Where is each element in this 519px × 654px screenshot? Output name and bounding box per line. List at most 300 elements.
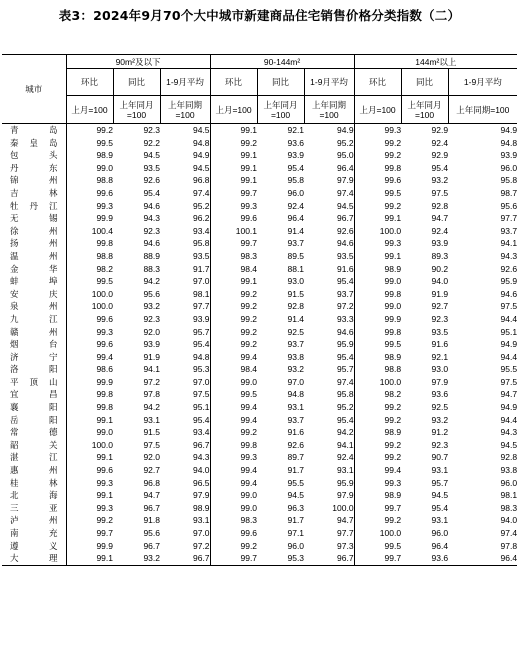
table-row — [2, 489, 517, 502]
index-value-cell: 96.7 — [143, 540, 160, 551]
table-row — [2, 552, 517, 565]
index-value-cell: 99.2 — [354, 439, 401, 452]
index-value-cell: 98.1 — [500, 490, 518, 501]
index-value-cell: 99.1 — [354, 250, 401, 263]
index-value-cell: 94.4 — [500, 313, 518, 324]
index-value-cell: 98.4 — [210, 263, 257, 276]
index-value-cell: 95.2 — [192, 200, 210, 211]
index-value-cell: 99.1 — [66, 451, 113, 464]
index-value-cell: 97.0 — [192, 528, 210, 538]
index-value-cell: 99.1 — [66, 414, 113, 427]
index-value-cell: 95.6 — [500, 200, 518, 211]
index-value-cell: 99.1 — [66, 489, 113, 502]
index-value-cell: 91.9 — [143, 351, 160, 362]
index-value-cell: 99.6 — [66, 338, 113, 351]
index-value-cell: 99.5 — [354, 540, 401, 553]
index-value-cell: 92.3 — [143, 225, 160, 236]
index-value-cell: 99.1 — [354, 212, 401, 225]
index-value-cell: 94.0 — [500, 515, 518, 526]
city-name-cell: 南充 — [10, 528, 58, 538]
index-value-cell: 94.6 — [337, 326, 354, 337]
index-value-cell: 94.7 — [337, 515, 354, 526]
index-value-cell: 100.0 — [354, 527, 401, 540]
index-value-cell: 93.2 — [287, 364, 305, 375]
index-value-cell: 93.9 — [287, 150, 305, 161]
index-value-cell: 95.9 — [500, 276, 518, 287]
index-value-cell: 97.3 — [337, 540, 354, 551]
index-value-cell: 94.2 — [337, 427, 354, 438]
base-avg: 上年同期=100 — [304, 96, 354, 124]
table-row — [2, 275, 517, 288]
table-row — [2, 502, 517, 515]
index-value-cell: 92.0 — [143, 326, 160, 337]
index-value-cell: 97.7 — [500, 213, 518, 224]
base-mom: 上月=100 — [66, 96, 113, 124]
index-value-cell: 97.7 — [192, 301, 210, 312]
index-value-cell: 93.2 — [113, 552, 160, 565]
index-value-cell: 99.6 — [66, 187, 113, 200]
index-value-cell: 94.9 — [500, 125, 518, 135]
index-value-cell: 99.2 — [210, 326, 257, 339]
index-value-cell: 95.7 — [192, 326, 210, 337]
index-value-cell: 99.5 — [354, 187, 401, 200]
index-value-cell: 93.2 — [143, 301, 160, 312]
index-value-cell: 96.4 — [448, 552, 517, 565]
metric-avg: 1-9月平均 — [448, 69, 517, 96]
index-value-cell: 94.2 — [143, 402, 160, 413]
index-value-cell: 96.8 — [192, 175, 210, 186]
index-value-cell: 95.5 — [287, 477, 305, 488]
group-header-medium: 90-144m² — [210, 55, 354, 69]
index-value-cell: 98.8 — [66, 250, 113, 263]
index-value-cell: 92.1 — [431, 351, 449, 362]
index-value-cell: 89.3 — [431, 250, 449, 261]
index-value-cell: 99.1 — [210, 275, 257, 288]
index-value-cell: 95.4 — [337, 351, 354, 362]
index-value-cell: 92.8 — [287, 301, 305, 312]
index-value-cell: 97.4 — [192, 187, 210, 198]
index-value-cell: 99.1 — [66, 552, 113, 565]
index-value-cell: 99.2 — [66, 124, 113, 137]
index-value-cell: 94.7 — [143, 490, 160, 501]
index-value-cell: 97.5 — [431, 187, 449, 198]
index-value-cell: 99.5 — [66, 275, 113, 288]
index-value-cell: 93.7 — [500, 225, 518, 236]
index-value-cell: 99.2 — [210, 338, 257, 351]
index-value-cell: 92.6 — [500, 263, 518, 274]
index-value-cell: 99.9 — [66, 540, 113, 553]
index-value-cell: 93.1 — [192, 515, 210, 526]
table-row — [2, 401, 517, 414]
index-value-cell: 100.0 — [66, 300, 113, 313]
city-name-cell: 扬州 — [10, 238, 58, 249]
index-value-cell: 93.1 — [287, 402, 305, 413]
metric-yoy: 同比 — [113, 69, 160, 96]
index-value-cell: 99.0 — [66, 426, 113, 439]
index-value-cell: 99.0 — [354, 275, 401, 288]
table-row — [2, 451, 517, 464]
index-value-cell: 94.8 — [500, 137, 518, 148]
index-value-cell: 99.4 — [210, 351, 257, 364]
index-value-cell: 95.1 — [500, 326, 518, 337]
city-name-cell: 北海 — [10, 490, 58, 501]
index-value-cell: 90.7 — [431, 452, 449, 463]
index-value-cell: 99.7 — [210, 187, 257, 200]
index-value-cell: 98.9 — [354, 489, 401, 502]
index-value-cell: 94.4 — [500, 414, 518, 425]
base-mom: 上月=100 — [354, 96, 401, 124]
index-value-cell: 98.2 — [354, 388, 401, 401]
index-value-cell: 93.5 — [143, 162, 160, 173]
city-name-cell: 大理 — [2, 552, 66, 565]
index-value-cell: 97.2 — [143, 376, 160, 387]
table-row — [2, 288, 517, 301]
index-value-cell: 93.5 — [337, 250, 354, 261]
metric-mom: 环比 — [354, 69, 401, 96]
index-value-cell: 99.2 — [354, 451, 401, 464]
index-value-cell: 94.3 — [500, 250, 518, 261]
index-value-cell: 99.6 — [354, 174, 401, 187]
index-value-cell: 95.7 — [337, 364, 354, 375]
index-value-cell: 99.2 — [210, 137, 257, 150]
city-name-cell: 温州 — [10, 250, 58, 261]
table-row — [2, 300, 517, 313]
city-name-cell: 牡丹江 — [10, 200, 58, 211]
index-value-cell: 93.5 — [192, 250, 210, 261]
index-value-cell: 100.4 — [66, 225, 113, 238]
index-value-cell: 92.9 — [431, 150, 449, 161]
index-value-cell: 97.2 — [337, 301, 354, 312]
index-value-cell: 96.5 — [192, 477, 210, 488]
index-value-cell: 95.4 — [192, 339, 210, 350]
index-value-cell: 100.0 — [354, 225, 401, 238]
index-value-cell: 97.9 — [192, 490, 210, 501]
table-row — [2, 237, 517, 250]
index-value-cell: 96.7 — [337, 213, 354, 224]
table-row — [2, 250, 517, 263]
city-name-cell: 桂林 — [10, 477, 58, 488]
index-value-cell: 99.0 — [210, 502, 257, 515]
metric-yoy: 同比 — [257, 69, 304, 96]
index-value-cell: 90.2 — [431, 263, 449, 274]
group-header-small: 90m²及以下 — [66, 55, 210, 69]
index-value-cell: 95.8 — [287, 175, 305, 186]
index-value-cell: 99.3 — [210, 451, 257, 464]
city-name-cell: 烟台 — [10, 339, 58, 350]
index-value-cell: 91.7 — [192, 263, 210, 274]
index-value-cell: 94.7 — [431, 213, 449, 224]
index-value-cell: 93.6 — [431, 389, 449, 400]
index-value-cell: 99.2 — [354, 200, 401, 213]
index-value-cell: 99.8 — [354, 288, 401, 301]
index-value-cell: 99.5 — [210, 388, 257, 401]
city-name-cell: 泉州 — [10, 301, 58, 312]
index-value-cell: 93.2 — [431, 414, 449, 425]
index-value-cell: 99.6 — [210, 527, 257, 540]
index-value-cell: 99.6 — [66, 464, 113, 477]
table-row — [2, 414, 517, 427]
index-value-cell: 99.7 — [210, 552, 257, 565]
index-value-cell: 98.9 — [66, 149, 113, 162]
index-value-cell: 95.1 — [192, 402, 210, 413]
index-value-cell: 93.1 — [143, 414, 160, 425]
index-value-cell: 96.4 — [287, 213, 305, 224]
table-row — [2, 338, 517, 351]
index-value-cell: 98.9 — [354, 426, 401, 439]
city-name-cell: 遵义 — [10, 540, 58, 551]
index-value-cell: 96.0 — [500, 477, 518, 488]
city-name-cell: 青岛 — [10, 125, 58, 135]
index-value-cell: 97.4 — [337, 187, 354, 198]
index-value-cell: 94.3 — [192, 452, 210, 463]
index-value-cell: 95.3 — [192, 364, 210, 375]
index-value-cell: 99.0 — [354, 300, 401, 313]
index-value-cell: 97.5 — [500, 301, 518, 312]
index-value-cell: 98.2 — [66, 263, 113, 276]
index-value-cell: 99.0 — [66, 162, 113, 175]
index-value-cell: 91.7 — [287, 515, 305, 526]
index-value-cell: 94.3 — [500, 427, 518, 438]
index-value-cell: 97.7 — [337, 528, 354, 538]
index-value-cell: 99.0 — [210, 376, 257, 389]
index-value-cell: 91.5 — [143, 427, 160, 438]
table-row — [2, 326, 517, 339]
index-value-cell: 91.6 — [287, 427, 305, 438]
index-value-cell: 98.3 — [210, 514, 257, 527]
city-name-cell: 三亚 — [10, 502, 58, 513]
index-value-cell: 91.7 — [287, 465, 305, 476]
table-row — [2, 351, 517, 364]
base-yoy: 上年同月=100 — [113, 96, 160, 124]
index-value-cell: 95.4 — [431, 502, 449, 513]
index-value-cell: 99.7 — [354, 552, 401, 565]
city-name-cell: 金华 — [10, 263, 58, 274]
index-value-cell: 94.3 — [143, 213, 160, 224]
table-row — [2, 162, 517, 175]
index-value-cell: 98.3 — [500, 502, 518, 513]
index-value-cell: 98.4 — [210, 363, 257, 376]
index-value-cell: 99.9 — [354, 313, 401, 326]
index-value-cell: 88.3 — [143, 263, 160, 274]
index-value-cell: 99.3 — [66, 477, 113, 490]
index-value-cell: 92.4 — [431, 225, 449, 236]
index-value-cell: 93.7 — [287, 339, 305, 350]
index-value-cell: 99.4 — [210, 401, 257, 414]
index-value-cell: 99.7 — [354, 502, 401, 515]
index-value-cell: 95.4 — [337, 414, 354, 425]
index-value-cell: 97.9 — [337, 490, 354, 501]
city-name-cell: 济宁 — [10, 351, 58, 362]
index-value-cell: 95.0 — [337, 150, 354, 161]
index-value-cell: 99.7 — [66, 527, 113, 540]
base-mom: 上月=100 — [210, 96, 257, 124]
table-row — [2, 388, 517, 401]
index-value-cell: 93.6 — [287, 137, 305, 148]
index-value-cell: 92.5 — [287, 326, 305, 337]
index-value-cell: 95.4 — [143, 187, 160, 198]
index-value-cell: 99.2 — [210, 426, 257, 439]
index-value-cell: 96.0 — [500, 162, 518, 173]
table-row — [2, 212, 517, 225]
city-name-cell: 丹东 — [10, 162, 58, 173]
metric-mom: 环比 — [66, 69, 113, 96]
index-value-cell: 99.9 — [66, 376, 113, 389]
index-value-cell: 100.0 — [332, 502, 354, 513]
index-value-cell: 94.9 — [337, 125, 354, 135]
index-value-cell: 93.9 — [431, 238, 449, 249]
index-value-cell: 93.9 — [500, 150, 518, 161]
index-value-cell: 99.2 — [210, 288, 257, 301]
index-value-cell: 97.9 — [431, 376, 449, 387]
index-value-cell: 94.8 — [287, 389, 305, 400]
index-value-cell: 94.5 — [143, 150, 160, 161]
index-value-cell: 93.1 — [337, 465, 354, 476]
index-value-cell: 94.9 — [500, 339, 518, 350]
index-value-cell: 95.5 — [500, 364, 518, 375]
index-value-cell: 99.2 — [354, 149, 401, 162]
index-value-cell: 96.7 — [192, 439, 210, 450]
index-value-cell: 99.3 — [66, 502, 113, 515]
table-row — [2, 376, 517, 389]
index-value-cell: 99.5 — [66, 137, 113, 150]
index-value-cell: 97.2 — [192, 540, 210, 551]
index-value-cell: 94.5 — [500, 439, 518, 450]
index-value-cell: 100.0 — [354, 376, 401, 389]
index-value-cell: 99.4 — [210, 477, 257, 490]
index-value-cell: 93.9 — [192, 313, 210, 324]
index-value-cell: 96.0 — [431, 528, 449, 538]
index-value-cell: 95.6 — [143, 288, 160, 299]
index-value-cell: 96.4 — [431, 540, 449, 551]
index-value-cell: 99.8 — [66, 401, 113, 414]
city-name-cell: 无锡 — [10, 213, 58, 224]
index-value-cell: 93.0 — [287, 276, 305, 287]
index-value-cell: 88.1 — [287, 263, 305, 274]
index-value-cell: 92.4 — [287, 200, 305, 211]
price-index-table — [2, 54, 517, 566]
table-row — [2, 187, 517, 200]
city-name-cell: 湛江 — [10, 452, 58, 463]
index-value-cell: 98.9 — [354, 263, 401, 276]
index-value-cell: 99.6 — [66, 313, 113, 326]
index-value-cell: 94.5 — [337, 200, 354, 211]
index-value-cell: 97.5 — [143, 439, 160, 450]
index-value-cell: 97.5 — [500, 376, 518, 387]
index-value-cell: 99.3 — [66, 326, 113, 339]
index-value-cell: 99.2 — [210, 313, 257, 326]
index-value-cell: 91.5 — [287, 288, 305, 299]
index-value-cell: 95.7 — [431, 477, 449, 488]
index-value-cell: 93.3 — [337, 313, 354, 324]
table-row — [2, 477, 517, 490]
index-value-cell: 93.0 — [431, 364, 449, 375]
table-body — [2, 124, 517, 566]
index-value-cell: 92.2 — [143, 137, 160, 148]
index-value-cell: 94.6 — [337, 238, 354, 249]
city-name-cell: 吉林 — [10, 187, 58, 198]
index-value-cell: 92.7 — [431, 301, 449, 312]
index-value-cell: 96.0 — [287, 540, 305, 551]
index-value-cell: 88.9 — [143, 250, 160, 261]
index-value-cell: 99.3 — [354, 124, 401, 137]
index-value-cell: 98.7 — [500, 187, 518, 198]
index-value-cell: 92.8 — [500, 452, 518, 463]
index-value-cell: 94.6 — [143, 200, 160, 211]
table-row — [2, 149, 517, 162]
index-value-cell: 99.4 — [66, 351, 113, 364]
index-value-cell: 99.7 — [210, 237, 257, 250]
index-value-cell: 96.4 — [337, 162, 354, 173]
index-value-cell: 96.7 — [304, 552, 354, 565]
index-value-cell: 92.3 — [431, 313, 449, 324]
table-title: 表3：2024年9月70个大中城市新建商品住宅销售价格分类指数（二） — [58, 8, 461, 23]
table-row — [2, 225, 517, 238]
index-value-cell: 94.5 — [192, 162, 210, 173]
index-value-cell: 99.1 — [210, 149, 257, 162]
table-row — [2, 200, 517, 213]
table-row — [2, 174, 517, 187]
base-yoy: 上年同月=100 — [401, 96, 448, 124]
index-value-cell: 93.4 — [192, 225, 210, 236]
index-value-cell: 97.4 — [337, 376, 354, 387]
index-value-cell: 97.0 — [287, 376, 305, 387]
index-value-cell: 92.6 — [287, 439, 305, 450]
index-value-cell: 99.5 — [354, 338, 401, 351]
city-name-cell: 宜昌 — [10, 389, 58, 400]
index-value-cell: 95.6 — [143, 528, 160, 538]
index-value-cell: 96.0 — [287, 187, 305, 198]
city-name-cell: 惠州 — [10, 465, 58, 476]
index-value-cell: 91.4 — [287, 225, 305, 236]
city-name-cell: 秦皇岛 — [10, 137, 58, 148]
index-value-cell: 92.4 — [337, 452, 354, 463]
index-value-cell: 91.2 — [431, 427, 449, 438]
city-name-cell: 平顶山 — [10, 376, 58, 387]
index-value-cell: 97.0 — [192, 376, 210, 387]
index-value-cell: 92.7 — [143, 465, 160, 476]
index-value-cell: 92.1 — [287, 125, 305, 135]
index-value-cell: 92.3 — [143, 313, 160, 324]
index-value-cell: 99.1 — [210, 174, 257, 187]
index-value-cell: 97.8 — [500, 540, 518, 551]
index-value-cell: 99.3 — [66, 200, 113, 213]
index-value-cell: 94.8 — [192, 137, 210, 148]
index-value-cell: 94.8 — [192, 351, 210, 362]
index-value-cell: 93.6 — [401, 552, 448, 565]
index-value-cell: 99.4 — [210, 464, 257, 477]
index-value-cell: 97.9 — [337, 175, 354, 186]
index-value-cell: 97.4 — [500, 528, 518, 538]
city-name-cell: 岳阳 — [10, 414, 58, 425]
index-value-cell: 93.8 — [500, 465, 518, 476]
index-value-cell: 99.8 — [66, 237, 113, 250]
base-yoy: 上年同月=100 — [257, 96, 304, 124]
index-value-cell: 93.7 — [337, 288, 354, 299]
index-value-cell: 96.2 — [192, 213, 210, 224]
city-name-cell: 徐州 — [10, 225, 58, 236]
city-name-cell: 蚌埠 — [10, 276, 58, 287]
index-value-cell: 95.4 — [192, 414, 210, 425]
index-value-cell: 99.3 — [210, 200, 257, 213]
index-value-cell: 99.2 — [354, 514, 401, 527]
index-value-cell: 89.7 — [287, 452, 305, 463]
index-value-cell: 99.3 — [354, 477, 401, 490]
index-value-cell: 92.9 — [431, 125, 449, 135]
index-value-cell: 93.2 — [431, 175, 449, 186]
index-value-cell: 94.1 — [500, 238, 518, 249]
city-name-cell: 襄阳 — [10, 402, 58, 413]
index-value-cell: 93.8 — [287, 351, 305, 362]
